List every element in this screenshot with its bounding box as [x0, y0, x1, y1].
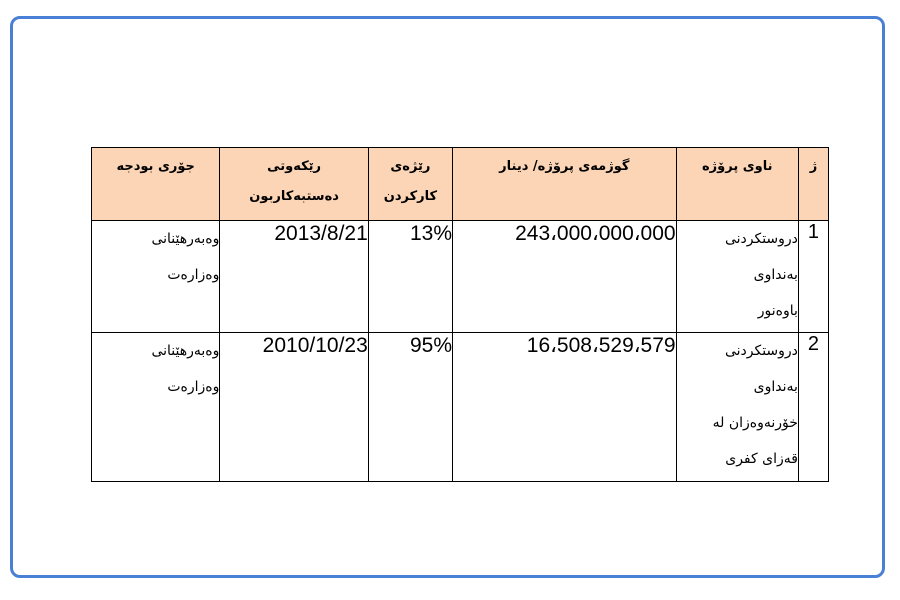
header-completion-rate-line: کارکردن	[383, 189, 438, 204]
table-row	[92, 333, 829, 482]
header-cost: گوژمەی پرۆژە/ دینار	[453, 148, 677, 221]
project-name-line: بەنداوی	[753, 267, 798, 283]
header-start-date-line: دەستبەکاربون	[249, 189, 339, 204]
header-completion-rate	[368, 148, 452, 221]
row-index: 1	[798, 221, 828, 333]
project-name-line: قەزای کفری	[725, 451, 798, 467]
start-date-cell: 2013/8/21	[220, 221, 368, 333]
budget-type-line: وەزارەت	[167, 267, 220, 283]
budget-type-cell	[92, 333, 220, 482]
header-start-date	[220, 148, 368, 221]
budget-type-cell	[92, 221, 220, 333]
project-name-line: باوەنور	[757, 303, 798, 319]
header-completion-rate-line: رێژەی	[390, 159, 431, 174]
header-start-date-line: رێکەوتی	[267, 159, 322, 174]
budget-type-line: وەبەرهێنانی	[151, 231, 220, 247]
project-cost-cell: 243،000،000،000	[453, 221, 677, 333]
row-index: 2	[798, 333, 828, 482]
budget-type-line: وەزارەت	[167, 379, 220, 395]
start-date-cell: 2010/10/23	[220, 333, 368, 482]
header-budget-type: جۆری بودجە	[92, 148, 220, 221]
project-name-cell	[676, 333, 798, 482]
budget-type-line: وەبەرهێنانی	[151, 343, 220, 359]
project-name-line: دروستکردنی	[724, 231, 798, 247]
project-name-cell	[676, 221, 798, 333]
header-index: ژ	[798, 148, 828, 221]
project-name-line: دروستکردنی	[724, 343, 798, 359]
completion-rate-cell: 13%	[368, 221, 452, 333]
document-frame	[10, 16, 885, 578]
project-name-line: بەنداوی	[753, 379, 798, 395]
project-cost-cell: 16،508،529،579	[453, 333, 677, 482]
completion-rate-cell: 95%	[368, 333, 452, 482]
table-row	[92, 221, 829, 333]
table-header-row	[92, 148, 829, 221]
projects-table	[91, 147, 829, 482]
project-name-line: خۆرنەوەزان لە	[712, 415, 798, 431]
header-project-name: ناوی پرۆژە	[676, 148, 798, 221]
